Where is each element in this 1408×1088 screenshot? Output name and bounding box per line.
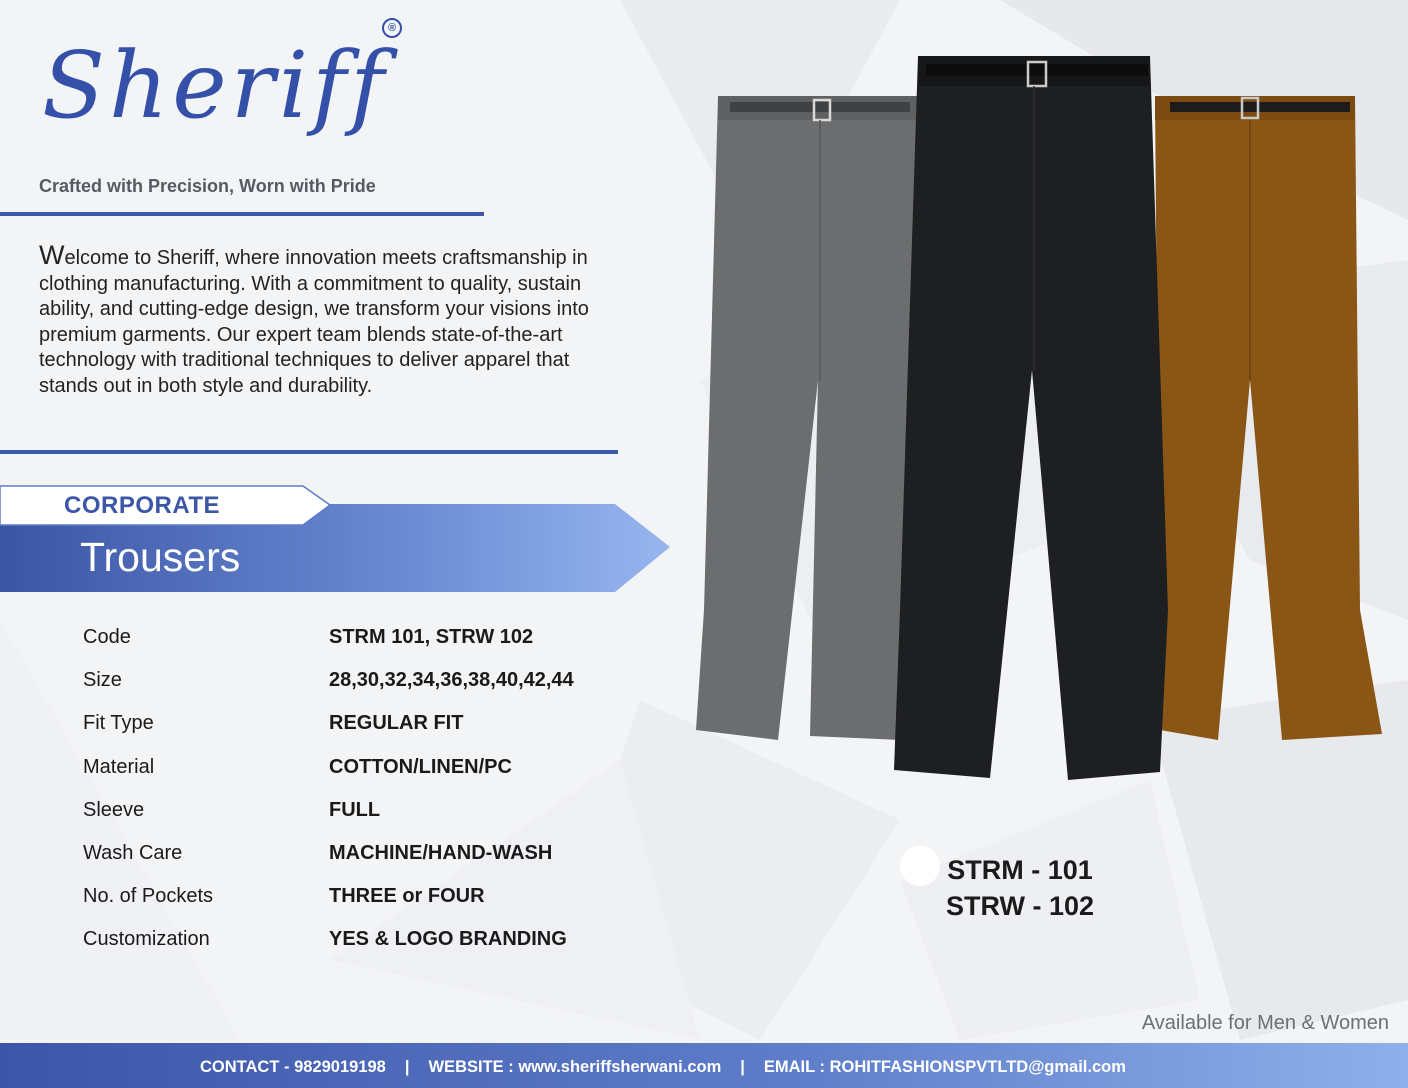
product-codes — [900, 852, 1140, 924]
footer-separator: | — [740, 1058, 745, 1076]
spec-key: Wash Care — [83, 841, 183, 864]
spec-value: COTTON/LINEN/PC — [329, 755, 512, 778]
spec-value: THREE or FOUR — [329, 885, 485, 908]
intro-paragraph — [39, 240, 619, 399]
registered-mark-icon: ® — [382, 18, 402, 38]
spec-key: Fit Type — [83, 712, 154, 735]
trousers-grey — [696, 96, 930, 740]
spec-key: Sleeve — [83, 798, 145, 821]
spec-key: No. of Pockets — [83, 885, 214, 908]
spec-key: Customization — [83, 928, 210, 951]
brand-tagline: Crafted with Precision, Worn with Pride — [39, 176, 376, 196]
divider-middle — [0, 450, 618, 454]
footer-separator: | — [404, 1058, 410, 1076]
footer-website-link[interactable]: WEBSITE : www.sheriffsherwani.com — [428, 1058, 722, 1076]
spec-key: Material — [83, 755, 155, 778]
intro-text: elcome to Sheriff, where innovation meets craftsmanship in clothing manufacturing. With a commitment to quality, sustain ability, and cutting-edge design, we transform your visions into premium garments. Our expert team blends state-of-the-art technology with traditional techniques to deliver apparel that stands out in both style and durability. — [39, 247, 589, 397]
brand-logo — [40, 18, 420, 168]
product-code: STRM - 101 — [947, 855, 1093, 885]
spec-value: REGULAR FIT — [329, 712, 464, 735]
intro-drop-letter: W — [39, 240, 65, 270]
availability-note: Available for Men & Women — [1141, 1012, 1389, 1034]
trousers-image — [690, 50, 1400, 790]
footer-bar — [0, 1043, 1408, 1088]
spec-value: 28,30,32,34,36,38,40,42,44 — [329, 669, 574, 692]
spec-value: FULL — [329, 798, 381, 821]
footer-phone[interactable]: CONTACT - 9829019198 — [200, 1058, 386, 1076]
spec-value: STRM 101, STRW 102 — [329, 626, 534, 648]
category-label: CORPORATE — [64, 492, 221, 519]
spec-value: MACHINE/HAND-WASH — [329, 841, 553, 864]
brand-wordmark: Sheriff — [42, 32, 389, 139]
spec-key: Size — [83, 669, 122, 692]
divider-top — [0, 212, 484, 216]
footer-contact-line — [200, 1058, 1126, 1077]
footer-email-link[interactable]: EMAIL : ROHITFASHIONSPVTLTD@gmail.com — [763, 1058, 1126, 1076]
product-title: Trousers — [80, 534, 241, 580]
product-code: STRW - 102 — [945, 891, 1095, 921]
spec-value: YES & LOGO BRANDING — [329, 928, 567, 951]
spec-key: Code — [83, 626, 131, 648]
trousers-brown — [1155, 96, 1382, 740]
trousers-black — [894, 56, 1168, 780]
